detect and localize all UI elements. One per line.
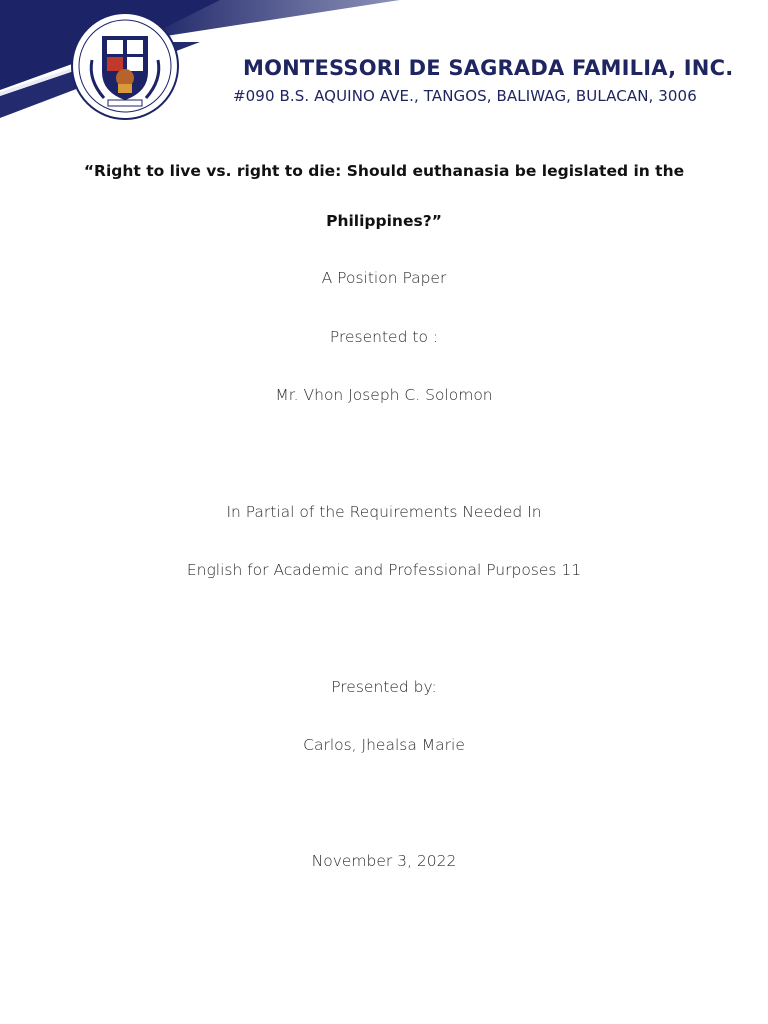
submission-date: November 3, 2022 <box>311 852 457 870</box>
letterhead <box>0 0 768 130</box>
presented-by-label: Presented by: <box>331 678 437 696</box>
author-name: Carlos, Jhealsa Marie <box>303 736 465 754</box>
subject-name: English for Academic and Professional Purposes 11 <box>186 561 582 579</box>
school-name: MONTESSORI DE SAGRADA FAMILIA, INC. <box>243 56 734 80</box>
school-address: #090 B.S. AQUINO AVE., TANGOS, BALIWAG, BULACAN, 3006 <box>233 87 697 105</box>
paper-type: A Position Paper <box>321 269 447 287</box>
paper-title-line-1: “Right to live vs. right to die: Should euthanasia be legislated in the <box>83 162 685 180</box>
presented-to-label: Presented to : <box>329 328 439 346</box>
paper-title-line-2: Philippines?” <box>326 212 442 230</box>
requirement-line: In Partial of the Requirements Needed In <box>226 503 542 521</box>
teacher-name: Mr. Vhon Joseph C. Solomon <box>275 386 493 404</box>
